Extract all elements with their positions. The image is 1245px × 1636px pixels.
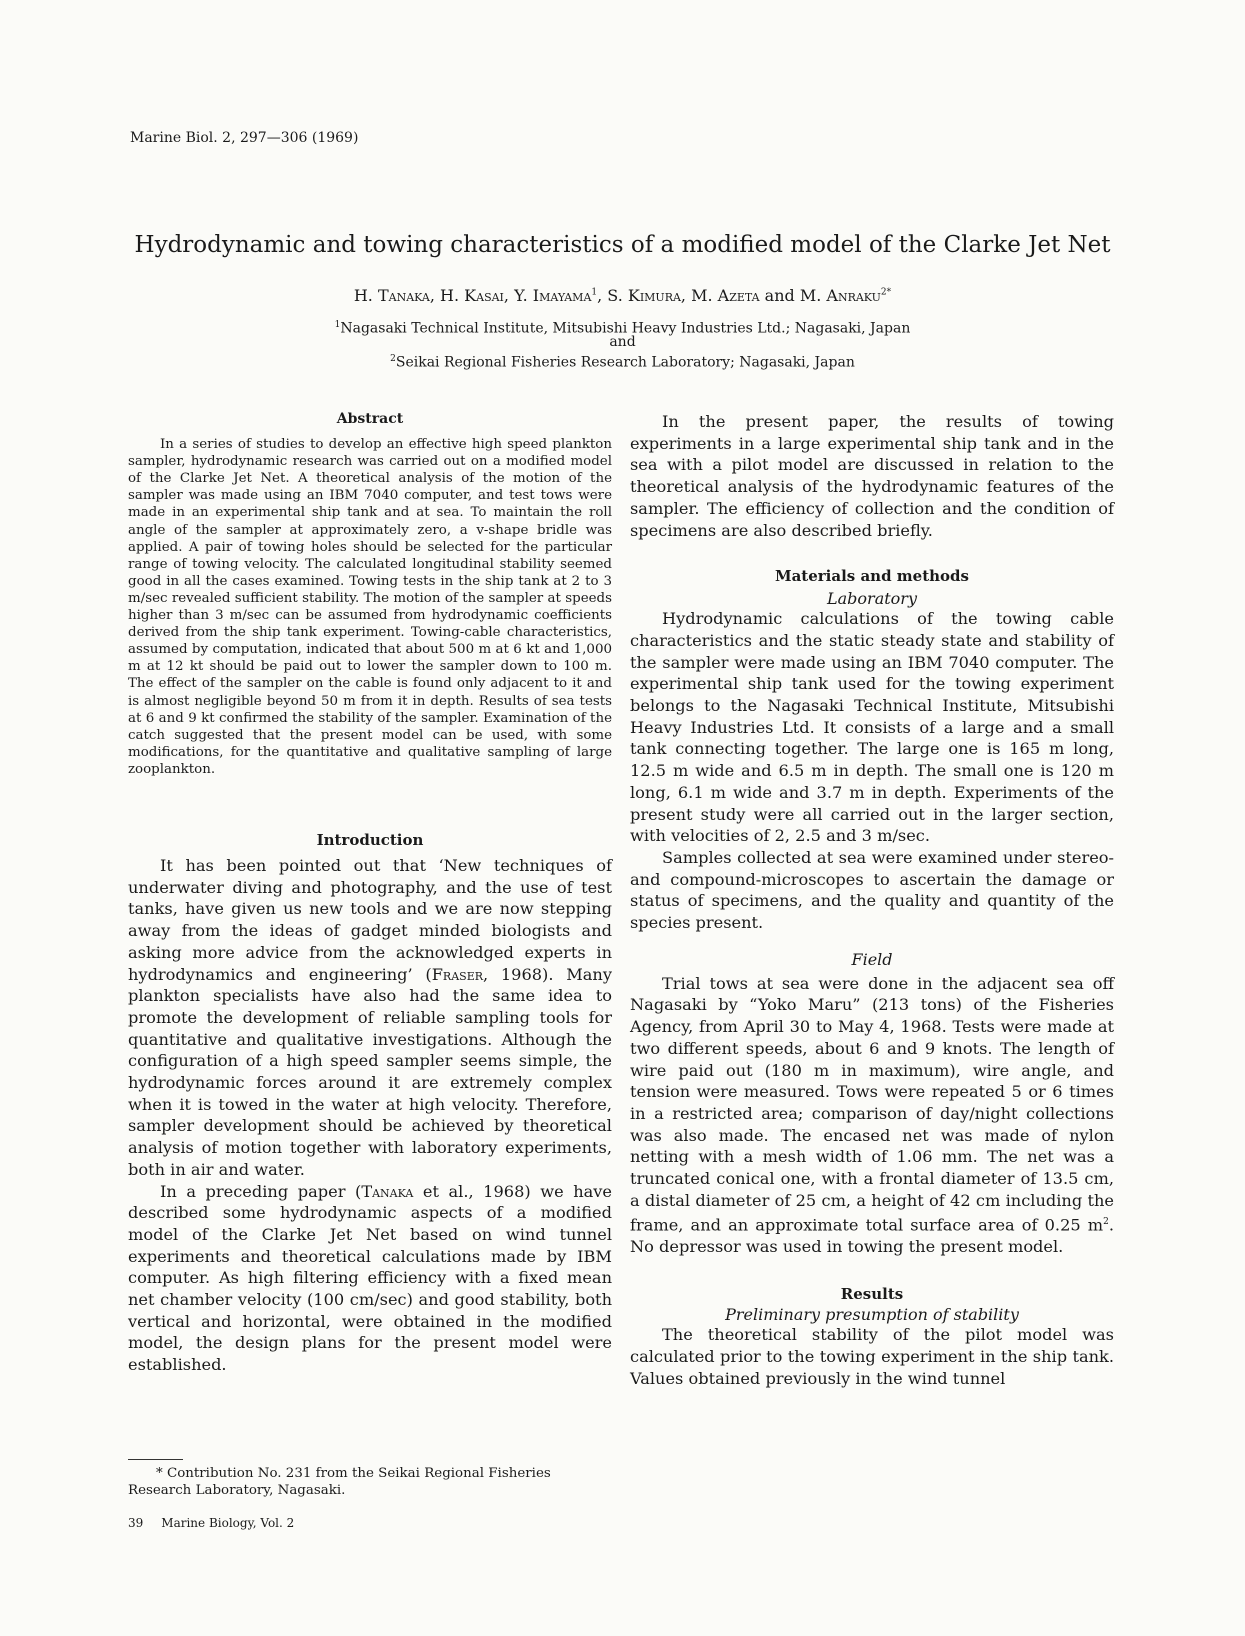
- field-paragraph-1: [630, 973, 1114, 1258]
- results-heading: Results: [840, 1285, 904, 1304]
- affiliation-text: Nagasaki Technical Institute, Mitsubishi Heavy Industries Ltd.; Nagasaki, Japan: [340, 320, 911, 337]
- author-initial: M.: [799, 286, 827, 305]
- field-text: Trial tows at sea were done in the adjacent sea off Nagasaki by “Yoko Maru” (213 tons) of the Fisheries Agency, from April 30 to May 4, 1968. Tests were made at two different speeds, about 6 and 9 knots. The length of wire paid out (180 m in maximum), wire angle, and tension were measured. Tows were repeated 5 or 6 times in a restricted area; comparison of day/night collections was also made. The encased net was made of nylon netting with a mesh width of 1.06 mm. The net was a truncated conical one, with a frontal diameter of 13.5 cm, a distal diameter of 25 cm, a height of 42 cm including the frame, and an approximate total surface area of 0.25 m: [630, 973, 1114, 1234]
- author-name: Imayama: [532, 286, 592, 305]
- intro-paragraph-1: [128, 855, 612, 1181]
- page-footer: [128, 1516, 312, 1530]
- author-initial: Y.: [514, 286, 533, 305]
- citation-author: Fraser: [431, 964, 484, 984]
- affiliation-text: Seikai Regional Fisheries Research Laboratory; Nagasaki, Japan: [395, 354, 855, 371]
- field-text: . No depressor was used in towing the present model.: [630, 1214, 1114, 1256]
- superscript: 2: [1103, 1216, 1109, 1227]
- abstract-text: In a series of studies to develop an effective high speed plankton sampler, hydrodynamic research was carried out on a modified model of the Clarke Jet Net. A theoretical analysis of the motion of the sampler was made using an IBM 7040 computer, and test tows were made in an experimental ship tank and at sea. To maintain the roll angle of the sampler at approximately zero, a v-shape bridle was applied. A pair of towing holes should be selected for the particular range of towing velocity. The calculated longitudinal stability seemed good in all the cases examined. Towing tests in the ship tank at 2 to 3 m/sec revealed sufficient stability. The motion of the sampler at speeds higher than 3 m/sec can be assumed from hydrodynamic coefficients derived from the ship tank experiment. Towing-cable characteristics, assumed by computation, indicated that about 500 m at 6 kt and 1,000 m at 12 kt should be paid out to lower the sampler down to 100 m. The effect of the sampler on the cable is found only adjacent to it and is almost negligible beyond 50 m from it in depth. Results of sea tests at 6 and 9 kt confirmed the stability of the sampler. Examination of the catch suggested that the present model can be used, with some modifications, for the quantitative and qualitative sampling of large zooplankton.: [128, 437, 612, 777]
- preliminary-heading: Preliminary presumption of stability: [725, 1305, 1019, 1325]
- footer-journal: Marine Biology, Vol. 2: [161, 1516, 295, 1530]
- field-heading: Field: [851, 949, 893, 969]
- intro-text: et al., 1968) we have described some hydrodynamic aspects of a modified model of the Clarke Jet Net based on wind tunnel experiments and theoretical calculations made by IBM computer. As high filtering efficiency with a fixed mean net chamber velocity (100 cm/sec) and good stability, both vertical and horizontal, were obtained in the modified model, the design plans for the present model were established.: [128, 1181, 613, 1375]
- author-separator: and: [759, 286, 800, 305]
- citation-author: Tanaka: [361, 1181, 414, 1201]
- right-column: [630, 411, 1114, 1389]
- abstract-section: [128, 411, 612, 778]
- footnote-rule: [128, 1459, 183, 1460]
- author-initial: H.: [353, 286, 378, 305]
- author-initial: H.: [440, 286, 465, 305]
- intro-paragraph-2: [128, 1181, 612, 1376]
- affiliation-2: [0, 350, 1245, 372]
- author-separator: ,: [429, 286, 441, 305]
- author-initial: M.: [691, 286, 718, 305]
- introduction-heading: Introduction: [316, 831, 424, 849]
- author-name: Tanaka: [377, 286, 430, 305]
- results-paragraph-1: The theoretical stability of the pilot model was calculated prior to the towing experiment in the ship tank. Values obtained previously in the wind tunnel: [630, 1325, 1114, 1388]
- intro-text: It has been pointed out that ‘New techniques of underwater diving and photography, and the use of test tanks, have given us new tools and we are now stepping away from the ideas of gadget minded biologists and asking more advice from the acknowledged experts in hydrodynamics and engineering’ (: [128, 856, 612, 984]
- affiliation-and: and: [609, 334, 636, 350]
- affiliation-marker: 2: [390, 354, 396, 364]
- intro-paragraph-3: In the present paper, the results of towing experiments in a large experimental ship tank and in the sea with a pilot model are discussed in relation to the theoretical analysis of the hydrodynamic features of the sampler. The efficiency of collection and the condition of specimens are also described briefly.: [630, 412, 1114, 540]
- author-name: Azeta: [717, 286, 760, 305]
- abstract-heading: Abstract: [336, 411, 404, 427]
- footnote: * Contribution No. 231 from the Seikai Regional Fisheries Research Laboratory, Nagasaki.: [128, 1466, 551, 1498]
- intro-text: , 1968). Many plankton specialists have also had the same idea to promote the development of reliable sampling tools for quantitative and qualitative investigations. Although the configuration of a high speed sampler seems simple, the hydrodynamic forces around it are extremely complex when it is towed in the water at high velocity. Therefore, sampler development should be achieved by theoretical analysis of motion together with laboratory experiments, both in air and water.: [128, 964, 612, 1179]
- affiliation-marker: 2*: [880, 287, 892, 298]
- author-separator: ,: [680, 286, 692, 305]
- journal-reference: Marine Biol. 2, 297—306 (1969): [130, 130, 359, 146]
- author-name: Anraku: [826, 286, 881, 305]
- author-name: Kasai: [464, 286, 504, 305]
- author-initial: S.: [607, 286, 628, 305]
- affiliation-marker: 1: [591, 287, 598, 298]
- author-name: Kimura: [627, 286, 681, 305]
- methods-heading: Materials and methods: [774, 567, 969, 586]
- author-separator: ,: [503, 286, 515, 305]
- laboratory-heading: Laboratory: [827, 589, 917, 609]
- page-number: 39: [128, 1516, 144, 1530]
- intro-text: In a preceding paper (: [160, 1181, 362, 1201]
- laboratory-paragraph-1: Hydrodynamic calculations of the towing cable characteristics and the static steady state and stability of the sampler were made using an IBM 7040 computer. The experimental ship tank used for the towing experiment belongs to the Nagasaki Technical Institute, Mitsubishi Heavy Industries Ltd. It consists of a large and a small tank connecting together. The large one is 165 m long, 12.5 m wide and 6.5 m in depth. The small one is 120 m long, 6.1 m wide and 3.7 m in depth. Experiments of the present study were all carried out in the larger section, with velocities of 2, 2.5 and 3 m/sec.: [630, 609, 1114, 846]
- paper-title: Hydrodynamic and towing characteristics of a modified model of the Clarke Jet Net: [134, 232, 1111, 258]
- affiliation-marker: 1: [334, 320, 341, 330]
- introduction-section: [128, 831, 612, 1376]
- author-separator: ,: [597, 286, 608, 305]
- laboratory-paragraph-2: Samples collected at sea were examined under stereo- and compound-microscopes to ascertain the damage or status of specimens, and the quality and quantity of the species present.: [630, 847, 1114, 933]
- author-list: [0, 286, 1245, 305]
